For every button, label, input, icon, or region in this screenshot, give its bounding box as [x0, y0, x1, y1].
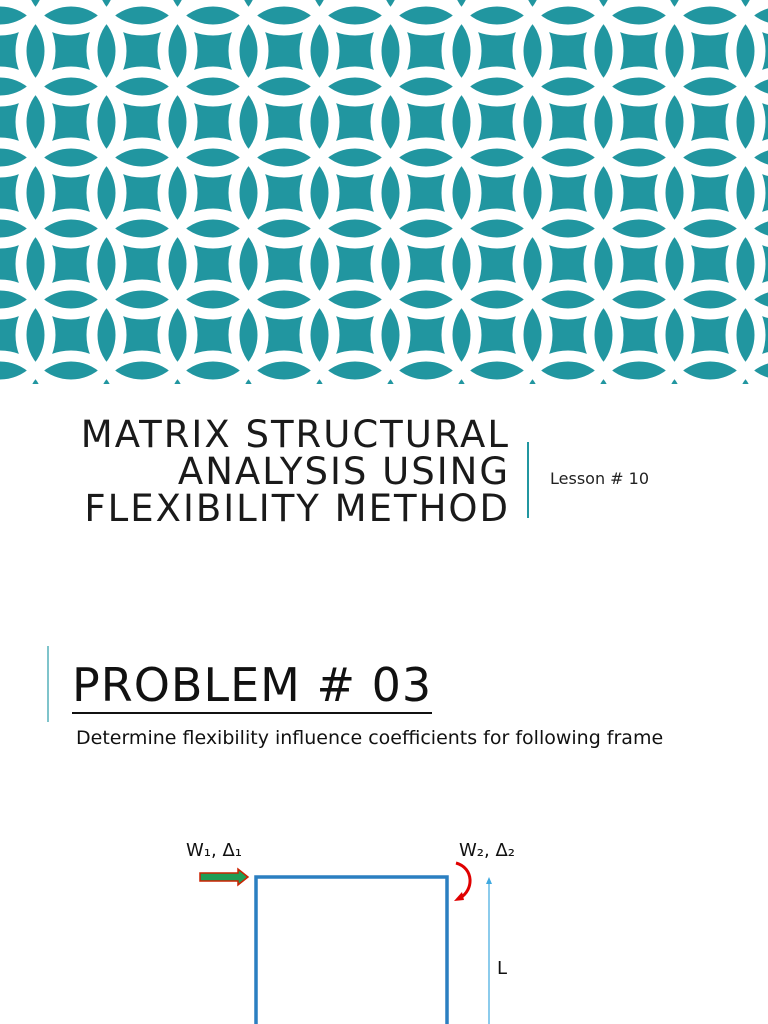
presentation-title: [30, 413, 510, 530]
ring-pattern-graphic: [0, 0, 768, 384]
load-2-label: W₂, Δ₂: [459, 840, 515, 861]
lesson-subtitle: Lesson # 10: [550, 469, 650, 488]
section-accent-bar: [47, 646, 49, 722]
title-line-1: MATRIX STRUCTURAL: [80, 413, 510, 456]
frame-outline: [256, 877, 447, 1024]
patterned-banner: [0, 0, 768, 384]
problem-title: PROBLEM # 03: [72, 658, 433, 712]
problem-description: Determine flexibility influence coefficients for following frame: [76, 727, 664, 749]
length-dimension-line: [486, 877, 492, 1024]
load-1-label: W₁, Δ₁: [186, 840, 242, 861]
title-divider: [527, 442, 529, 518]
length-label: L: [497, 958, 508, 979]
title-line-2: ANALYSIS USING: [177, 450, 510, 493]
moment-arrow-icon: [454, 863, 470, 901]
frame-diagram: [0, 820, 768, 1024]
title-line-3: FLEXIBILITY METHOD: [84, 487, 510, 530]
horizontal-load-arrow-icon: [200, 869, 248, 885]
